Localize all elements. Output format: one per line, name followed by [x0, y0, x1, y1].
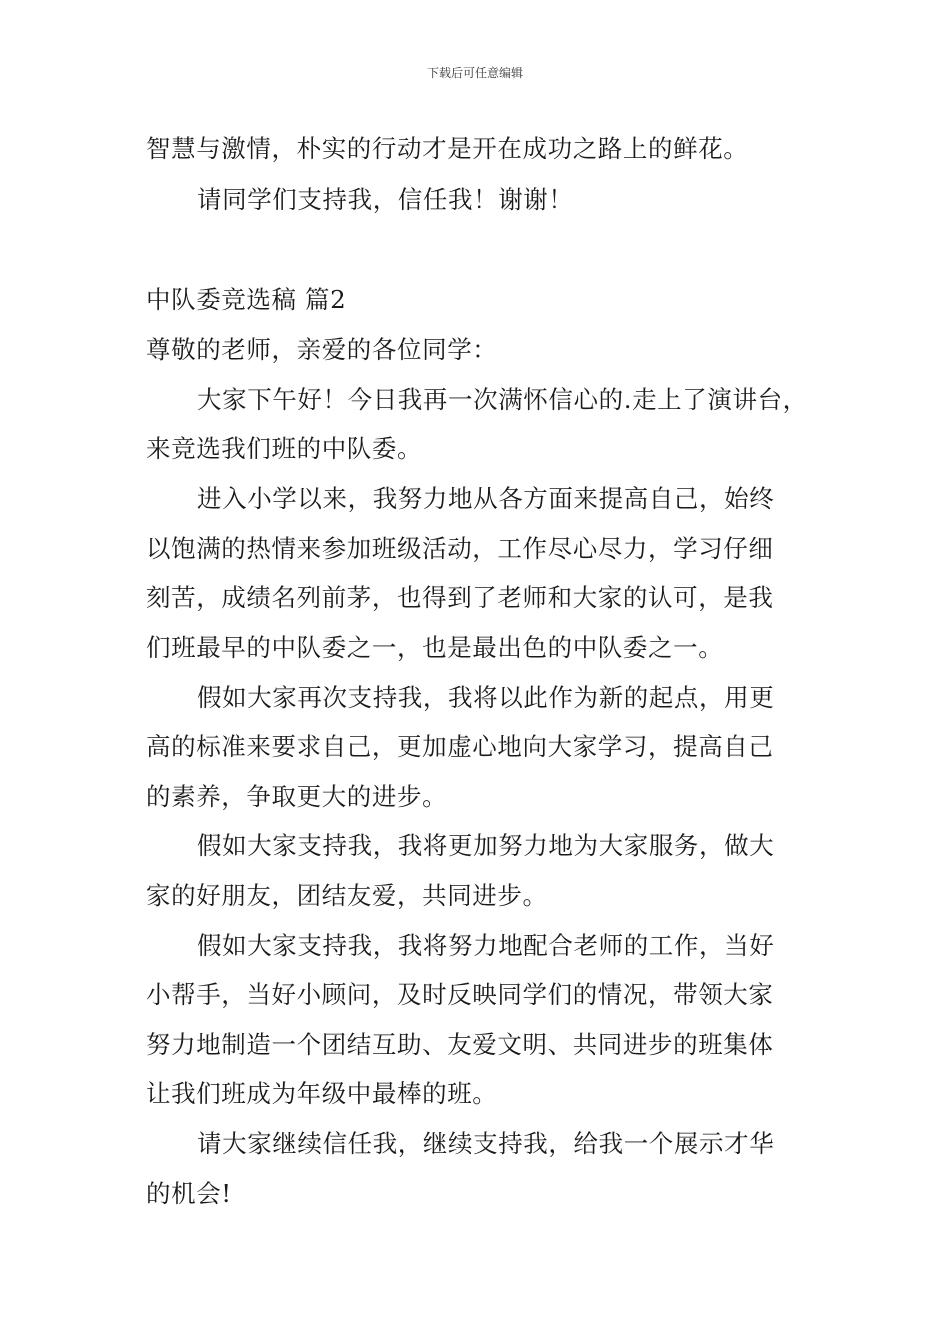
paragraph-line: 假如大家支持我，我将努力地配合老师的工作，当好 — [197, 931, 775, 960]
paragraph-line: 家的好朋友，团结友爱，共同进步。 — [146, 881, 548, 910]
paragraph-line: 努力地制造一个团结互助、友爱文明、共同进步的班集体 — [146, 1030, 774, 1059]
page-header: 下载后可任意编辑 — [426, 66, 523, 80]
paragraph-line: 来竞选我们班的中队委。 — [146, 434, 423, 463]
paragraph-line: 的机会! — [146, 1179, 232, 1208]
paragraph-line: 们班最早的中队委之一，也是最出色的中队委之一。 — [146, 633, 724, 662]
salutation: 尊敬的老师，亲爱的各位同学： — [146, 335, 498, 364]
paragraph-line: 小帮手，当好小顾问，及时反映同学们的情况，带领大家 — [146, 980, 774, 1009]
paragraph-line: 假如大家再次支持我，我将以此作为新的起点，用更 — [197, 683, 775, 712]
paragraph-line: 请同学们支持我，信任我！谢谢！ — [197, 185, 574, 214]
paragraph-line: 高的标准来要求自己，更加虚心地向大家学习，提高自己 — [146, 732, 774, 761]
paragraph-line: 假如大家支持我，我将更加努力地为大家服务，做大 — [197, 831, 775, 860]
paragraph-line: 大家下午好！今日我再一次满怀信心的.走上了演讲台， — [197, 385, 808, 414]
paragraph-line: 刻苦，成绩名列前茅，也得到了老师和大家的认可，是我 — [146, 583, 774, 612]
paragraph-line: 请大家继续信任我，继续支持我，给我一个展示才华 — [197, 1129, 775, 1158]
paragraph-line: 以饱满的热情来参加班级活动，工作尽心尽力，学习仔细 — [146, 534, 774, 563]
paragraph-line: 的素养，争取更大的进步。 — [146, 782, 448, 811]
paragraph-line: 让我们班成为年级中最棒的班。 — [146, 1079, 498, 1108]
paragraph-line: 进入小学以来，我努力地从各方面来提高自己，始终 — [197, 484, 775, 513]
section-title: 中队委竞选稿 篇2 — [146, 285, 347, 314]
paragraph-line: 智慧与激情，朴实的行动才是开在成功之路上的鲜花。 — [146, 134, 749, 163]
